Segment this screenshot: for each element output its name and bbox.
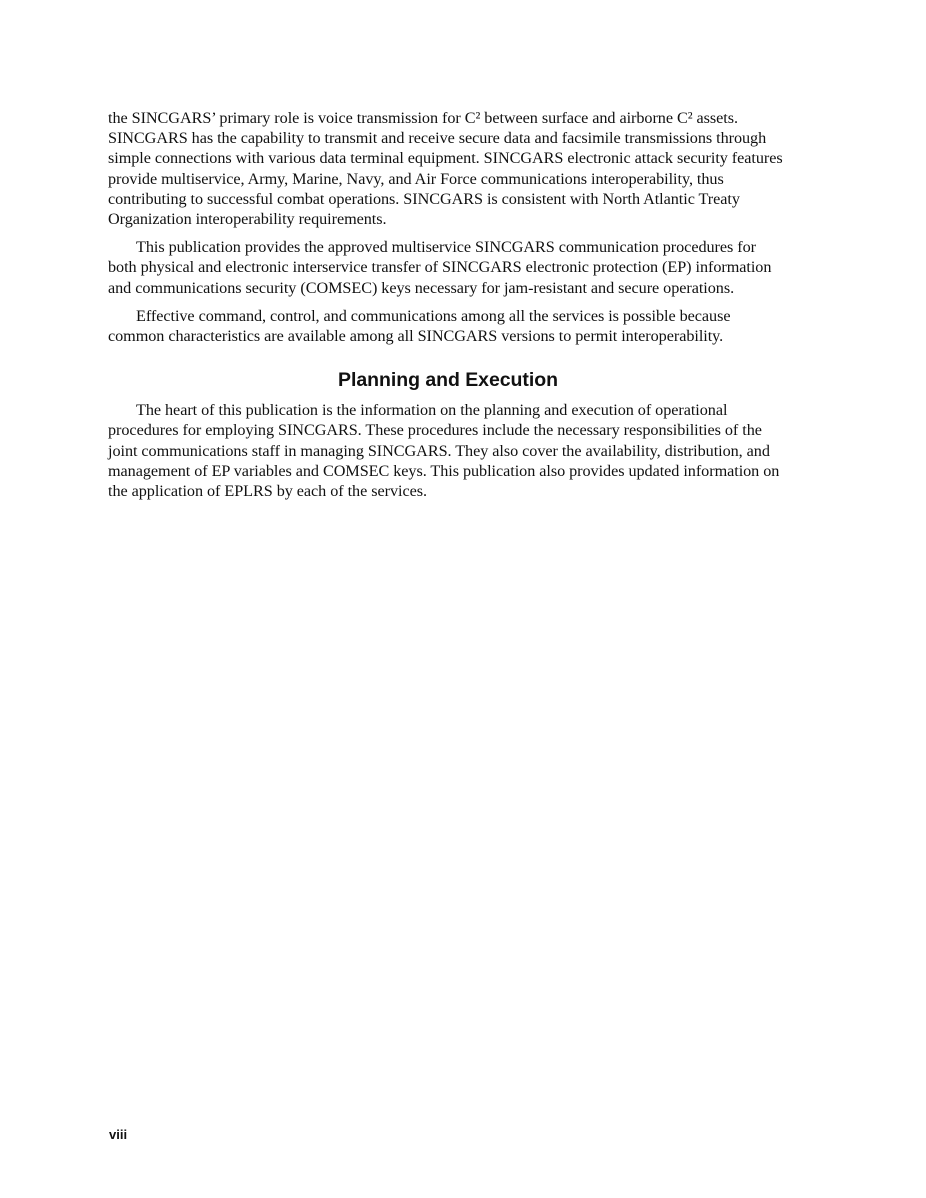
- paragraph-planning-execution: The heart of this publication is the information on the planning and execution of operational procedures for employing SINCGARS. These procedures include the necessary responsibilities of the joint communications staff in managing SINCGARS. They also cover the availability, distribution, and management of EP variables and COMSEC keys. This publication also provides updated information on the application of EPLRS by each of the services.: [108, 401, 780, 501]
- page-body: [108, 108, 788, 509]
- paragraph-interoperability: Effective command, control, and communications among all the services is possible because common characteristics are available among all SINCGARS versions to permit interoperability.: [108, 306, 731, 346]
- page-number: viii: [109, 1127, 128, 1142]
- section-heading: Planning and Execution: [338, 369, 558, 392]
- paragraph-sincgars-role: the SINCGARS’ primary role is voice transmission for C² between surface and airborne C² assets. SINCGARS has the capability to transmit and receive secure data and facsimile transmissions through simple connections with various data terminal equipment. SINCGARS electronic attack security features provide multiservice, Army, Marine, Navy, and Air Force communications interoperability, thus contributing to successful combat operations. SINCGARS is consistent with North Atlantic Treaty Organization interoperability requirements.: [108, 109, 783, 229]
- paragraph-publication-procedures: This publication provides the approved multiservice SINCGARS communication procedures for both physical and electronic interservice transfer of SINCGARS electronic protection (EP) information and communications security (COMSEC) keys necessary for jam-resistant and secure operations.: [108, 238, 772, 297]
